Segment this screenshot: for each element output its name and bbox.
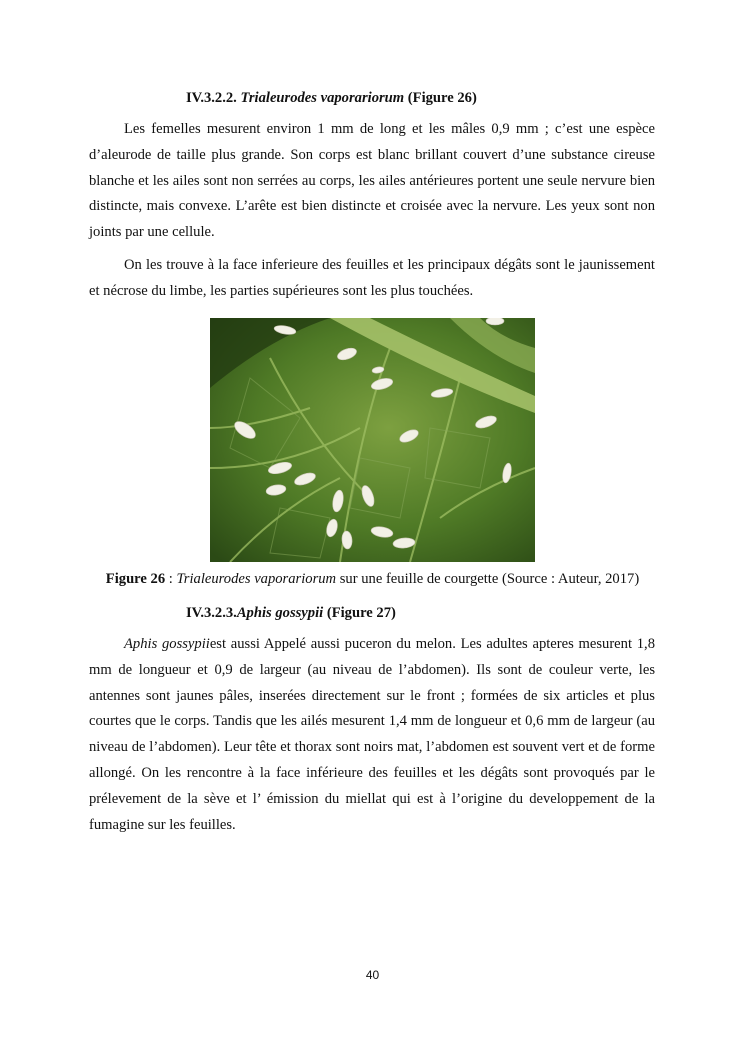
paragraph-description: Les femelles mesurent environ 1 mm de long et les mâles 0,9 mm ; c’est une espèce d’aleurode de taille plus grande. Son corps est blanc brillant couvert d’une substance cireuse blanche et les ailes sont non serrées au corps, les ailes antérieures portent une seule nervure bien distincte, mais convexe. L’arête est bien distincte et croisée avec la nervure. Les yeux sont non joints par une cellule.: [89, 121, 655, 241]
section-heading-aphis: [186, 605, 396, 622]
aphis-description: est aussi Appelé aussi puceron du melon. Les adultes apteres mesurent 1,8 mm de longueur et 0,9 de largeur (au niveau de l’abdomen). Ils sont de couleur verte, les antennes sont jaunes pâles, inserées directement sur le front ; formées de six articles et plus courtes que le corps. Tandis que les ailés mesurent 1,4 mm de longueur et 0,6 mm de largeur (au niveau de l’abdomen). Leur tête et thorax sont noirs mat, l’abdomen est souvent vert et de forme allongé. On les rencontre à la face inférieure des feuilles et les dégâts sont provoqués par le prélevement de la sève et l’ émission du miellat qui est à l’origine du developpement de la fumagine sur les feuilles.: [89, 636, 655, 833]
section-heading-trialeurodes: [186, 90, 477, 107]
section-figure-ref: (Figure 27): [323, 605, 396, 621]
page-number: 40: [365, 968, 380, 982]
section-species: Aphis gossypii: [236, 605, 324, 621]
leaf-background: [210, 318, 535, 562]
aphis-species-name: Aphis gossypii: [124, 636, 210, 652]
figure-caption: [0, 571, 745, 588]
figure-description: sur une feuille de courgette (Source : Auteur, 2017): [336, 571, 640, 587]
section-species: Trialeurodes vaporariorum: [240, 90, 405, 106]
section-number: IV.3.2.3.: [186, 605, 237, 621]
leaf-photo-svg: [210, 318, 535, 562]
paragraph-damage: On les trouve à la face inferieure des feuilles et les principaux dégâts sont le jaunissement et nécrose du limbe, les parties supérieures sont les plus touchées.: [89, 257, 655, 299]
figure-species: Trialeurodes vaporariorum: [176, 571, 337, 587]
paragraph-aphis: [89, 632, 655, 838]
figure-separator: :: [165, 571, 177, 587]
section-figure-ref: (Figure 26): [407, 90, 477, 106]
figure-label: Figure 26: [105, 571, 166, 587]
section-number: IV.3.2.2.: [186, 90, 237, 106]
whitefly-leaf-photo: [210, 318, 535, 562]
